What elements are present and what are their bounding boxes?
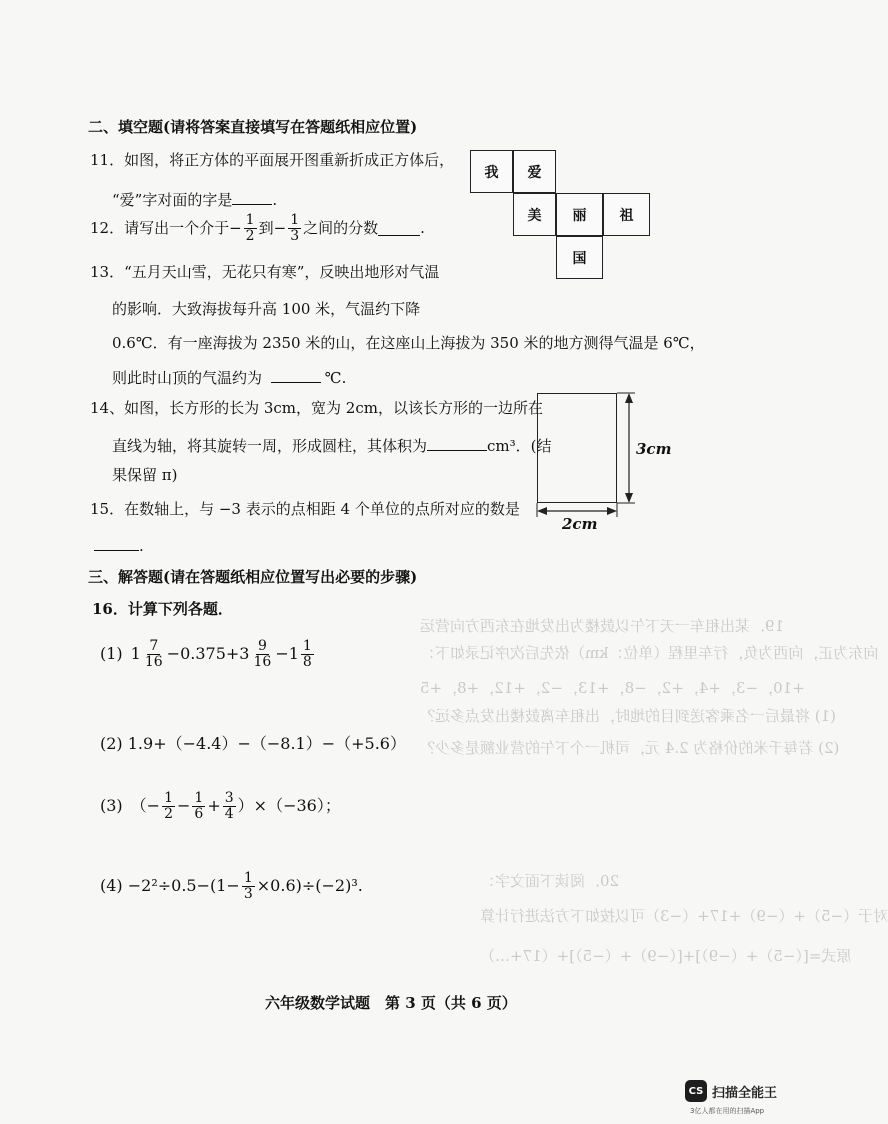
q15-line2 — [94, 536, 144, 554]
q14-unit: cm³．(结 — [487, 437, 552, 455]
q15-line1: 15．在数轴上，与 −3 表示的点相距 4 个单位的点所对应的数是 — [90, 500, 520, 518]
q12-fraction-1 — [244, 213, 257, 243]
net-cell-mei: 美 — [513, 193, 556, 236]
denominator: 2 — [164, 805, 174, 822]
q12-fraction-2 — [288, 213, 301, 243]
denominator: 2 — [245, 227, 255, 244]
fraction — [251, 639, 273, 669]
section-3-heading: 三、解答题(请在答题纸相应位置写出必要的步骤) — [88, 568, 418, 586]
whole-number: 1 — [130, 644, 141, 663]
numerator: 1 — [245, 211, 255, 228]
q15-answer-blank[interactable] — [94, 536, 139, 551]
q11-line1: 11．如图，将正方体的平面展开图重新折成正方体后， — [90, 151, 455, 169]
denominator: 6 — [194, 805, 204, 822]
part-label: (3) — [100, 796, 123, 815]
fraction — [242, 871, 255, 901]
q13-answer-blank[interactable] — [271, 368, 321, 383]
q16-title: 16．计算下列各题． — [92, 600, 233, 618]
q13-text: 则此时山顶的气温约为 — [112, 369, 263, 387]
q13-line2: 的影响．大致海拔每升高 100 米，气温约下降 — [112, 300, 421, 318]
q12-period: . — [420, 218, 425, 237]
q14-line1: 14、如图，长方形的长为 3cm，宽为 2cm，以该长方形的一边所在 — [90, 399, 543, 417]
rectangle-width-label: 2cm — [562, 515, 598, 533]
bleed-through-text: 对于（−5）+（−9）+17+（−3）可以按如下方法进行计算 — [480, 907, 888, 925]
numerator: 1 — [243, 869, 253, 886]
numerator: 9 — [257, 637, 267, 654]
q11-text: “爱”字对面的字是 — [112, 191, 233, 209]
bleed-through-text: 20．阅读下面文字： — [480, 872, 620, 890]
rectangle-shape — [537, 393, 617, 503]
bleed-through-text: 19．某出租车一天下午以鼓楼为出发地在东西方向营运 — [420, 617, 785, 635]
q16-part4 — [100, 864, 363, 908]
net-cell-guo: 国 — [556, 236, 603, 279]
fraction — [223, 791, 236, 821]
net-cell-ai: 爱 — [513, 150, 556, 193]
denominator: 4 — [224, 805, 234, 822]
q15-period: . — [139, 537, 144, 555]
denominator: 8 — [302, 653, 312, 670]
q16-part3 — [100, 784, 341, 828]
q16-part1 — [100, 632, 316, 676]
q12-neg1: − — [229, 218, 242, 237]
bleed-through-text: 原式=[（−5）+（−9）]+[（−9）+（−5）]+（17+…） — [480, 947, 852, 965]
bleed-through-text: (2) 若每千米的价格为 2.4 元，司机一个下午的营业额是多少？ — [420, 739, 840, 757]
net-cell-wo: 我 — [470, 150, 513, 193]
q12-text-mid: 到 — [258, 218, 274, 237]
net-cell-zu: 祖 — [603, 193, 650, 236]
scanner-tagline: 3亿人都在用的扫描App — [690, 1107, 765, 1115]
numerator: 1 — [194, 789, 204, 806]
rectangle-height-label: 3cm — [636, 440, 672, 458]
denominator: 3 — [243, 885, 253, 902]
q12-text-b: 之间的分数 — [303, 218, 379, 237]
part-label: (1) — [100, 644, 123, 663]
numerator: 7 — [149, 637, 159, 654]
q11-line2 — [112, 190, 277, 208]
expression-text: ）×（−36）； — [237, 796, 341, 815]
q13-unit: ℃. — [324, 369, 347, 387]
expression-text: （− — [130, 796, 161, 815]
scanner-watermark — [685, 1080, 777, 1102]
fraction — [301, 639, 314, 669]
bleed-through-text: (1) 将最后一名乘客送到目的地时，出租车离鼓楼出发点多远？ — [420, 707, 837, 725]
denominator: 16 — [253, 653, 272, 670]
fraction — [192, 791, 205, 821]
q14-line2 — [112, 436, 552, 454]
bleed-through-text: 向东为正，向西为负，行车里程（单位：km）依先后次序记录如下： — [420, 644, 879, 662]
expression-text: −1 — [275, 644, 299, 663]
q14-line3: 果保留 π) — [112, 466, 178, 484]
bleed-through-text: +10，−3，+4，+2，−8，+13，−2，+12，+8，+5 — [420, 679, 805, 697]
expression-text: (4) −2²÷0.5−(1− — [100, 876, 240, 895]
numerator: 1 — [302, 637, 312, 654]
numerator: 1 — [164, 789, 174, 806]
numerator: 3 — [224, 789, 234, 806]
section-2-heading: 二、填空题(请将答案直接填写在答题纸相应位置) — [88, 118, 418, 136]
q12-line — [90, 210, 425, 246]
q11-period: . — [272, 191, 278, 209]
q14-answer-blank[interactable] — [427, 436, 487, 451]
camscanner-logo-icon: CS — [685, 1080, 707, 1102]
fraction — [143, 639, 165, 669]
denominator: 16 — [144, 653, 163, 670]
q12-text-a: 12．请写出一个介于 — [90, 218, 230, 237]
q12-answer-blank[interactable] — [378, 221, 420, 236]
denominator: 3 — [290, 227, 300, 244]
scanner-brand-name: 扫描全能王 — [712, 1085, 778, 1101]
fraction — [162, 791, 175, 821]
q11-answer-blank[interactable] — [232, 190, 272, 205]
q13-line4 — [112, 368, 346, 386]
q13-line3: 0.6℃．有一座海拔为 2350 米的山，在这座山上海拔为 350 米的地方测得气温是 6℃， — [112, 334, 705, 352]
expression-text: + — [207, 796, 221, 815]
expression-text: − — [177, 796, 191, 815]
q12-neg2: − — [273, 218, 287, 237]
expression-text: −0.375+3 — [166, 644, 250, 663]
page-footer: 六年级数学试题 第 3 页（共 6 页） — [265, 994, 517, 1012]
numerator: 1 — [290, 211, 300, 228]
q13-line1: 13．“五月天山雪，无花只有寒”，反映出地形对气温 — [90, 263, 440, 281]
q14-text: 直线为轴，将其旋转一周，形成圆柱，其体积为 — [112, 437, 428, 455]
q16-part2: (2) 1.9+（−4.4）−（−8.1）−（+5.6） — [100, 734, 406, 753]
net-cell-li: 丽 — [556, 193, 603, 236]
expression-text: ×0.6)÷(−2)³. — [256, 876, 363, 895]
